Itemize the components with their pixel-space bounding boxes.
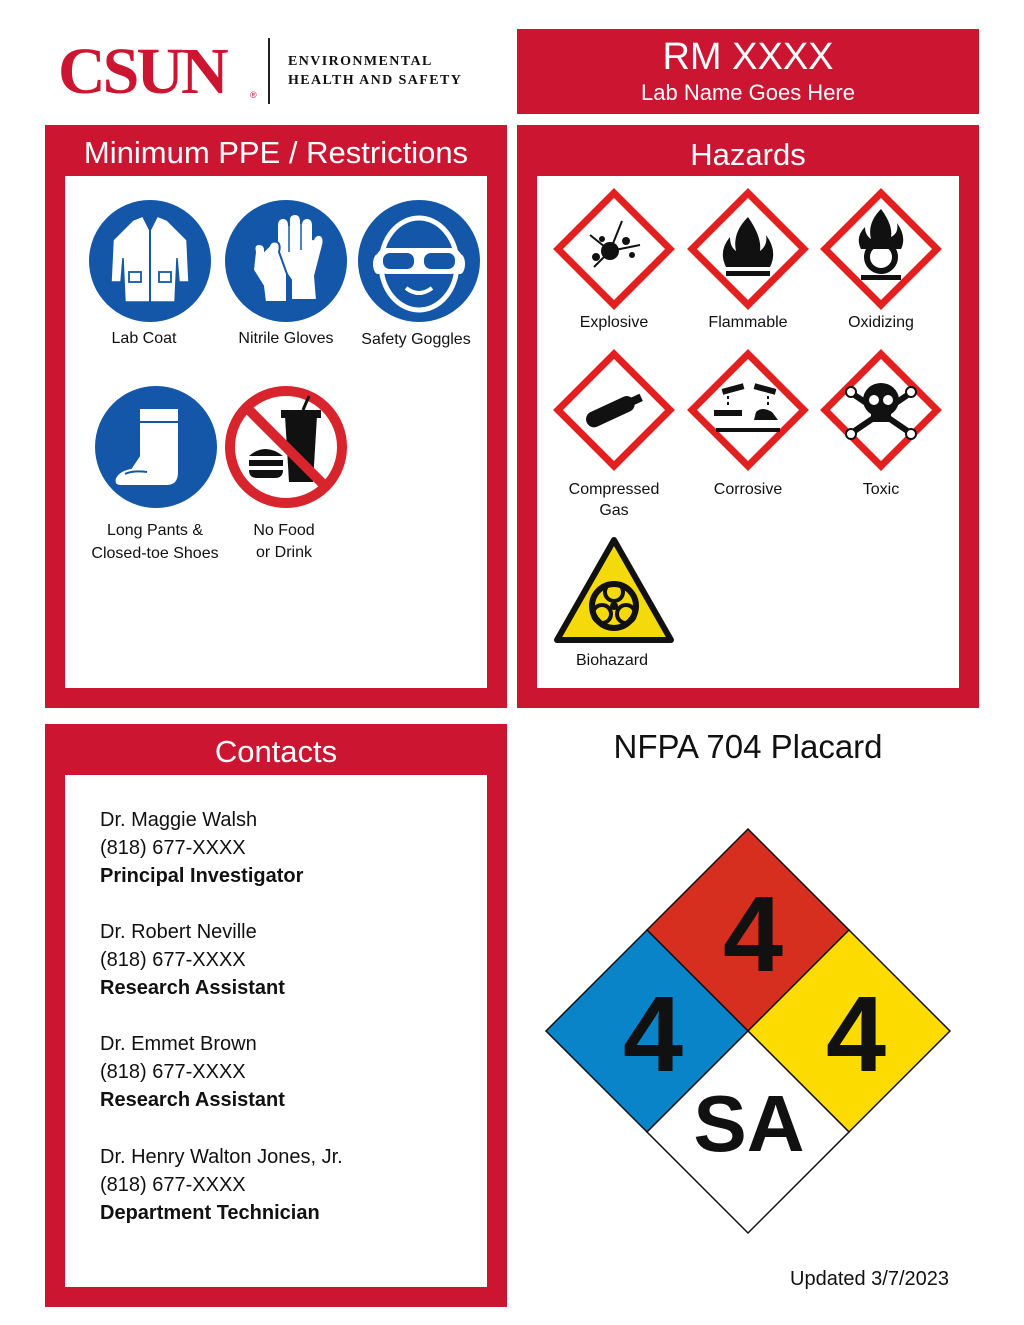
ppe-label-gloves: Nitrile Gloves [238, 330, 334, 347]
nfpa-title: NFPA 704 Placard [613, 728, 883, 765]
lab-name: Lab Name Goes Here [641, 80, 855, 105]
updated-date: Updated 3/7/2023 [790, 1268, 950, 1290]
contact-phone: (818) 677-XXXX [100, 1061, 246, 1083]
dept-name-line1: ENVIRONMENTAL [288, 54, 433, 69]
contact-card [100, 918, 285, 1002]
hazard-label-gas-line2: Gas [599, 502, 629, 519]
hazard-label-flammable: Flammable [708, 314, 788, 331]
biohazard-icon [553, 536, 675, 644]
gloves-icon [225, 200, 347, 322]
contact-role: Research Assistant [100, 977, 285, 999]
contact-phone: (818) 677-XXXX [100, 949, 246, 971]
flame-icon [688, 189, 808, 309]
ppe-label-nofood-line2: or Drink [255, 544, 312, 561]
hazards-title: Hazards [690, 137, 806, 172]
boot-icon [95, 386, 217, 508]
contact-phone: (818) 677-XXXX [100, 837, 246, 859]
ppe-label-lab-coat: Lab Coat [111, 330, 177, 347]
nfpa-instability-value: 4 [825, 973, 887, 1094]
hazard-label-oxidizing: Oxidizing [848, 314, 914, 331]
skull-crossbones-icon [821, 350, 941, 470]
ppe-label-pants-line1: Long Pants & [106, 522, 204, 539]
ppe-title: Minimum PPE / Restrictions [83, 135, 469, 170]
logo-divider [268, 38, 270, 104]
hazard-label-biohazard: Biohazard [575, 652, 649, 669]
nfpa-special-value: SA [693, 1079, 805, 1168]
room-header [517, 29, 979, 114]
contact-phone: (818) 677-XXXX [100, 1174, 246, 1196]
contact-card [100, 806, 303, 890]
csun-logo: CSUN [58, 35, 226, 108]
explosive-icon [554, 189, 674, 309]
goggles-icon [358, 200, 480, 322]
contact-name: Dr. Maggie Walsh [100, 809, 258, 831]
contacts-title: Contacts [214, 734, 338, 769]
ppe-label-pants-line2: Closed-toe Shoes [91, 545, 219, 562]
room-number: RM XXXX [662, 36, 834, 78]
ppe-label-goggles: Safety Goggles [361, 331, 471, 348]
contact-name: Dr. Robert Neville [100, 921, 257, 943]
nfpa-health-value: 4 [622, 973, 684, 1094]
contact-card [100, 1030, 285, 1114]
dept-name-line2: HEALTH AND SAFETY [288, 73, 463, 88]
hazard-label-gas-line1: Compressed [568, 481, 660, 498]
hazard-label-corrosive: Corrosive [713, 481, 783, 498]
hazard-label-toxic: Toxic [862, 481, 900, 498]
gas-cylinder-icon [554, 350, 674, 470]
no-food-drink-icon [225, 386, 347, 508]
oxidizer-icon [821, 189, 941, 309]
corrosive-icon [688, 350, 808, 470]
contact-role: Principal Investigator [100, 865, 304, 887]
lab-coat-icon [89, 200, 211, 322]
contact-name: Dr. Henry Walton Jones, Jr. [100, 1146, 343, 1168]
ppe-label-nofood-line1: No Food [253, 522, 315, 539]
contact-role: Department Technician [100, 1202, 320, 1224]
contact-role: Research Assistant [100, 1089, 285, 1111]
registered-mark: ® [250, 90, 257, 100]
contact-name: Dr. Emmet Brown [100, 1033, 257, 1055]
contact-card [100, 1143, 343, 1227]
hazard-label-explosive: Explosive [579, 314, 649, 331]
nfpa-diamond [543, 827, 953, 1235]
nfpa-flammability-value: 4 [722, 873, 784, 994]
